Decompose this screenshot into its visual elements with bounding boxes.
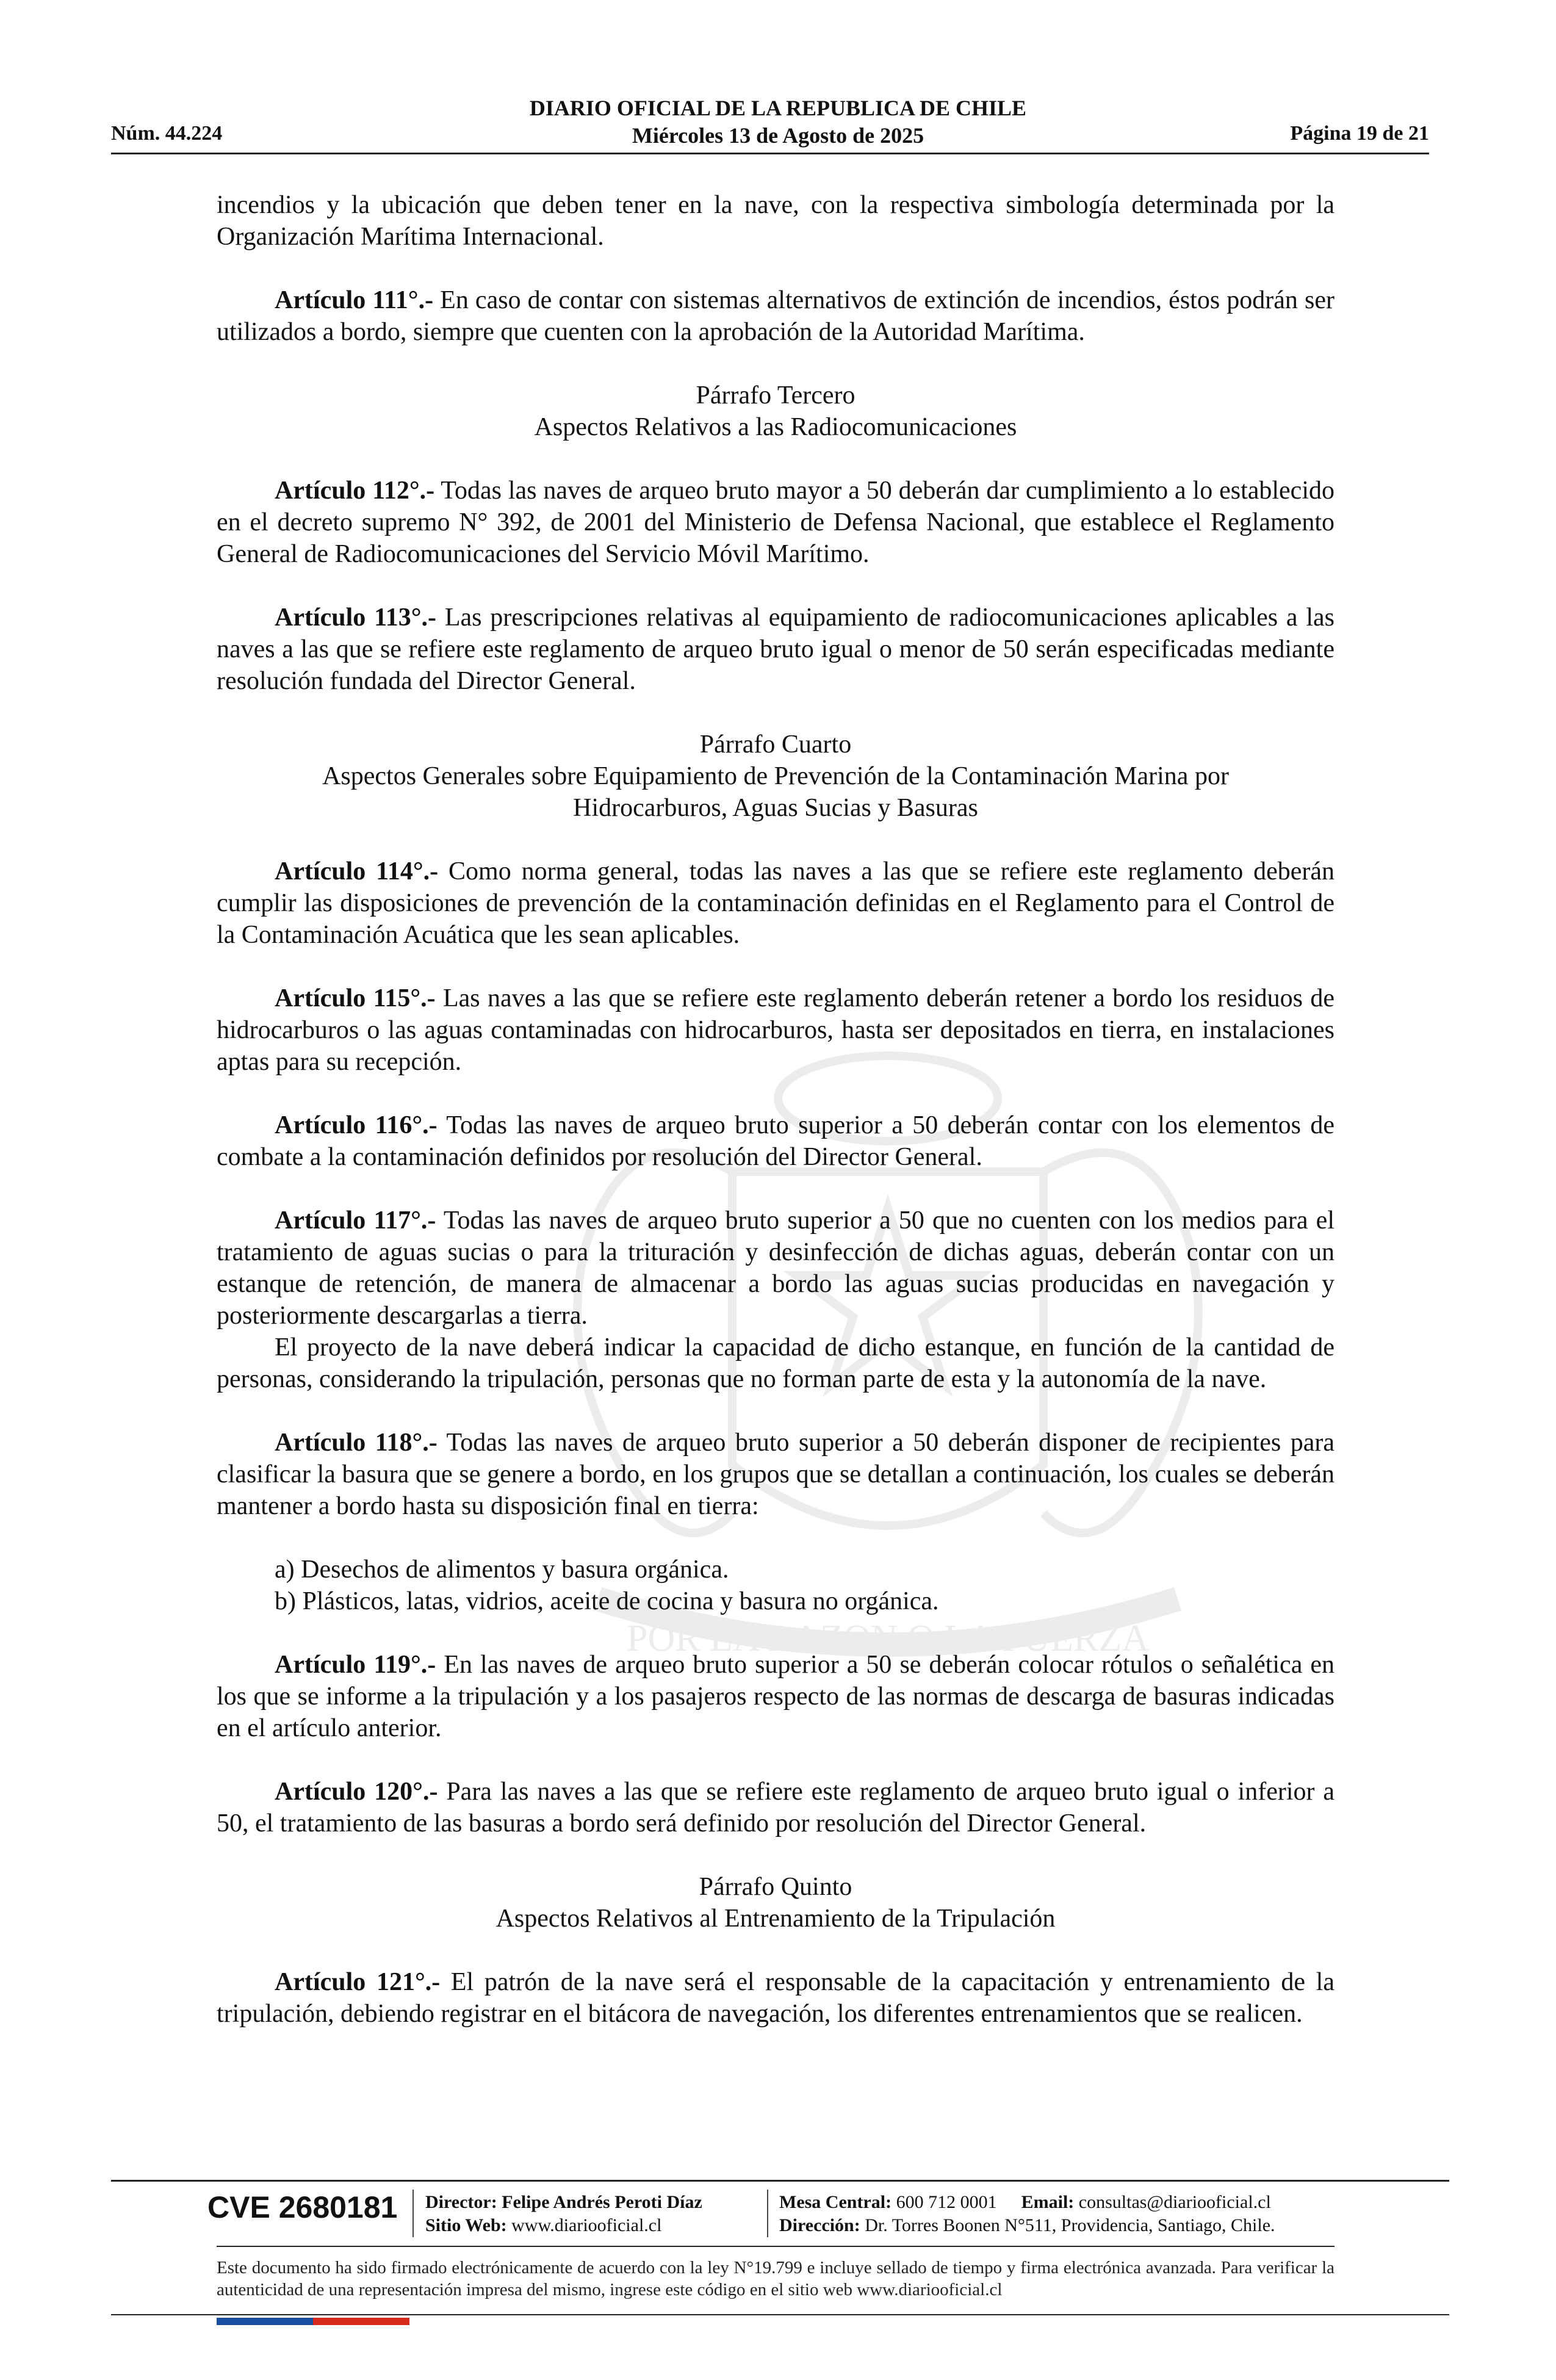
address-text: Dr. Torres Boonen N°511, Providencia, Santiago, Chile. [860, 2215, 1275, 2235]
article-label: Artículo 113°.- [275, 604, 437, 632]
article-116 [217, 1109, 1334, 1173]
footer-contact-block [779, 2191, 1275, 2237]
article-111 [217, 284, 1334, 348]
section-subtitle: Aspectos Relativos al Entrenamiento de la Tripulación [495, 1905, 1056, 1933]
page-number: Página 19 de 21 [1290, 122, 1429, 145]
section-title: Párrafo Cuarto [699, 730, 852, 759]
article-120 [217, 1776, 1334, 1839]
list-item-b: b) Plásticos, latas, vidrios, aceite de cocina y basura no orgánica. [275, 1587, 939, 1615]
article-112 [217, 475, 1334, 570]
section-subtitle: Aspectos Relativos a las Radiocomunicaciones [534, 413, 1017, 441]
issue-number: Núm. 44.224 [111, 122, 223, 145]
cve-code: CVE 2680181 [207, 2190, 398, 2224]
article-label: Artículo 116°.- [275, 1111, 438, 1139]
article-119 [217, 1649, 1334, 1744]
footer-top-divider [111, 2180, 1449, 2182]
site-label: Sitio Web: [425, 2215, 507, 2235]
section-subtitle: Hidrocarburos, Aguas Sucias y Basuras [573, 794, 978, 822]
article-text: Todas las naves de arqueo bruto mayor a 50 deberán dar cumplimiento a lo establecido en el decreto supremo N° 392, de 2001 del Ministerio de Defensa Nacional, que establece el Reglamento General de Radiocomunicaciones del Servicio Móvil Marítimo. [217, 477, 1334, 568]
article-117 [217, 1205, 1334, 1332]
intro-paragraph: incendios y la ubicación que deben tener en la nave, con la respectiva simbología determinada por la Organización Marítima Internacional. [217, 191, 1334, 251]
site-url[interactable]: www.diariooficial.cl [506, 2215, 662, 2235]
article-115 [217, 983, 1334, 1078]
publication-date: Miércoles 13 de Agosto de 2025 [632, 123, 924, 148]
header-divider [111, 153, 1429, 154]
flag-bar-blue [217, 2318, 313, 2325]
article-text: Todas las naves de arqueo bruto superior a 50 deberán disponer de recipientes para clasificar la basura que se genere a bordo, en los grupos que se detallan a continuación, los cuales se deberán mantener a bordo hasta su disposición final en tierra: [217, 1429, 1334, 1520]
section-title: Párrafo Quinto [699, 1873, 852, 1901]
address-label: Dirección: [779, 2215, 860, 2235]
phone-number: 600 712 0001 [891, 2192, 997, 2212]
phone-label: Mesa Central: [779, 2192, 892, 2212]
email-address[interactable]: consultas@diariooficial.cl [1074, 2192, 1271, 2212]
article-label: Artículo 114°.- [275, 857, 439, 885]
article-label: Artículo 120°.- [275, 1778, 438, 1806]
article-text: En las naves de arqueo bruto superior a 50 se deberán colocar rótulos o señalética en los que se informe a la tripulación y a los pasajeros respecto de las normas de descarga de basuras indicadas en el artículo anterior. [217, 1651, 1335, 1742]
article-text: El patrón de la nave será el responsable de la capacitación y entrenamiento de la tripulación, debiendo registrar en el bitácora de navegación, los diferentes entrenamientos que se realicen. [217, 1968, 1334, 2028]
article-text: En caso de contar con sistemas alternativos de extinción de incendios, éstos podrán ser utilizados a bordo, siempre que cuenten con la aprobación de la Autoridad Marítima. [217, 286, 1334, 346]
article-117-paragraph-2: El proyecto de la nave deberá indicar la capacidad de dicho estanque, en función de la cantidad de personas, considerando la tripulación, personas que no forman parte de esta y la autonomía de la nave. [217, 1333, 1334, 1393]
email-label: Email: [1021, 2192, 1075, 2212]
article-text: Las naves a las que se refiere este reglamento deberán retener a bordo los residuos de hidrocarburos o las aguas contaminadas con hidrocarburos, hasta ser depositados en tierra, en instalaciones aptas para su recepción. [217, 984, 1334, 1076]
article-label: Artículo 115°.- [275, 984, 436, 1012]
section-title: Párrafo Tercero [696, 381, 855, 409]
watermark-motto: POR LA RAZON O LA FUERZA [626, 1618, 1150, 1659]
article-113 [217, 602, 1334, 697]
footer-separator [412, 2190, 414, 2237]
section-subtitle: Aspectos Generales sobre Equipamiento de Prevención de la Contaminación Marina por [322, 762, 1229, 790]
article-121 [217, 1966, 1334, 2030]
article-118 [217, 1427, 1334, 1522]
footer-director-block [425, 2191, 702, 2237]
article-text: Para las naves a las que se refiere este reglamento de arqueo bruto igual o inferior a 50, el tratamiento de las basuras a bordo será definido por resolución del Director General. [217, 1778, 1334, 1837]
article-label: Artículo 121°.- [275, 1968, 441, 1996]
footer-separator [767, 2190, 768, 2237]
article-text: Las prescripciones relativas al equipamiento de radiocomunicaciones aplicables a las naves a las que se refiere este reglamento de arqueo bruto igual o menor de 50 serán especificadas mediante resolución fundada del Director General. [217, 604, 1334, 695]
article-label: Artículo 111°.- [275, 286, 434, 314]
article-text: Como norma general, todas las naves a las que se refiere este reglamento deberán cumplir las disposiciones de prevención de la contaminación definidas en el Reglamento para el Control de la Contaminación Acuática que les sean aplicables. [217, 857, 1334, 949]
director-label: Director: [425, 2192, 497, 2212]
article-114 [217, 856, 1334, 951]
footer-mid-divider [217, 2246, 1334, 2247]
director-name: Felipe Andrés Peroti Díaz [497, 2192, 702, 2212]
list-item-a: a) Desechos de alimentos y basura orgánica. [275, 1556, 729, 1584]
footer-bottom-divider [111, 2314, 1449, 2315]
article-text: Todas las naves de arqueo bruto superior a 50 que no cuenten con los medios para el tratamiento de aguas sucias o para la trituración y desinfección de dichas aguas, deberán contar con un estanque de retención, de manera de almacenar a bordo las aguas sucias producidas en navegación y posteriormente descargarlas a tierra. [217, 1206, 1334, 1330]
article-label: Artículo 119°.- [275, 1651, 436, 1679]
document-body [217, 189, 1334, 2030]
publication-title: DIARIO OFICIAL DE LA REPUBLICA DE CHILE [529, 96, 1027, 120]
legal-notice: Este documento ha sido firmado electrónicamente de acuerdo con la ley N°19.799 e incluye sellado de tiempo y firma electrónica avanzada. Para verificar la autenticidad de una representación impresa del mismo, ingrese este código en el sitio web www.diariooficial.cl [217, 2258, 1334, 2299]
article-label: Artículo 118°.- [275, 1429, 438, 1457]
article-text: Todas las naves de arqueo bruto superior a 50 deberán contar con los elementos de combate a la contaminación definidos por resolución del Director General. [217, 1111, 1334, 1171]
flag-bar-red [313, 2318, 409, 2325]
article-label: Artículo 117°.- [275, 1206, 436, 1235]
article-label: Artículo 112°.- [275, 477, 435, 505]
